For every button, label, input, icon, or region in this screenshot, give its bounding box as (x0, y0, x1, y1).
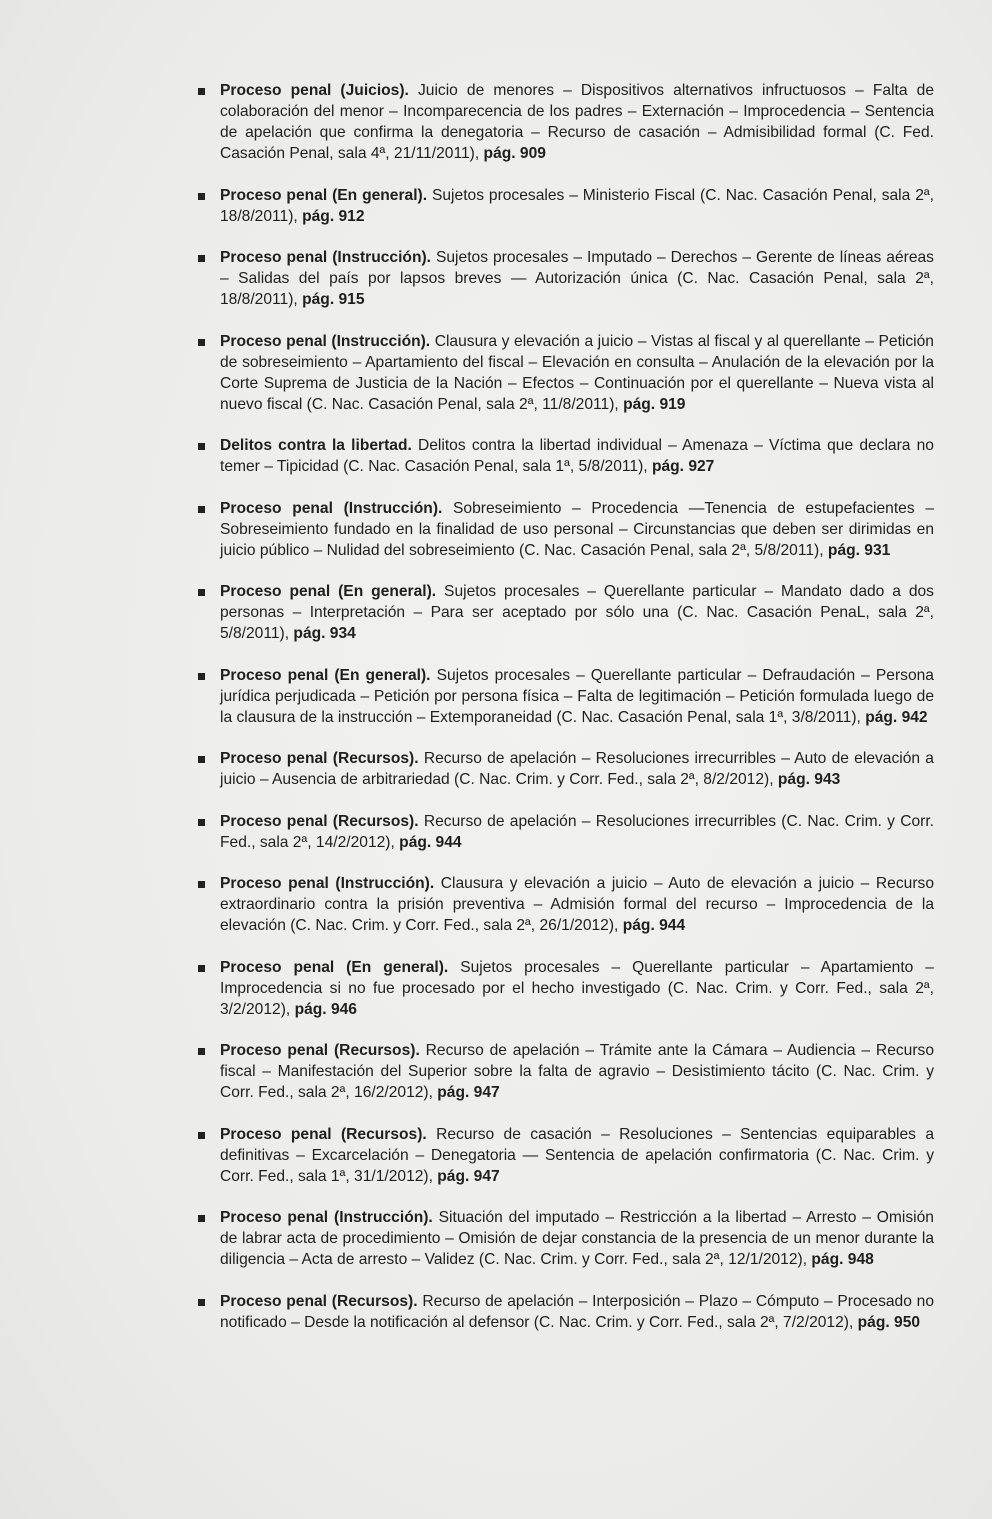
entry-page-ref: pág. 950 (857, 1313, 921, 1331)
entry-page-ref: pág. 909 (483, 145, 546, 162)
square-bullet-icon (198, 1299, 205, 1306)
entry-heading: Proceso penal (Recursos). (220, 1292, 418, 1310)
entry-page-ref: pág. 915 (302, 291, 365, 308)
square-bullet-icon (198, 1132, 205, 1139)
entry-page-ref: pág. 944 (622, 917, 686, 934)
entry-page-ref: pág. 943 (777, 771, 841, 788)
entry-text: Sujetos procesales – Imputado – Derechos – Gerente de líneas aéreas – Salidas del país por lapsos breves — Autorización única (C. Nac. Casación Penal, sala 2ª, 18/8/2011), (220, 249, 934, 308)
entry-text: Clausura y elevación a juicio – Vistas al fiscal y al querellante – Petición de sobreseimiento – Apartamiento del fiscal – Elevación en consulta – Anulación de la elevación por la Corte Suprema de Justicia de la Nación – Efectos – Continuación por el querellante – Nueva vista al nuevo fiscal (C. Nac. Casación Penal, sala 2ª, 11/8/2011), (220, 332, 934, 413)
entry-page-ref: pág. 947 (437, 1084, 500, 1101)
entry-heading: Proceso penal (Juicios). (220, 82, 409, 99)
entry-heading: Proceso penal (Instrucción). (220, 332, 431, 350)
entry-heading: Proceso penal (En general). (220, 186, 428, 204)
entry-heading: Proceso penal (Recursos). (220, 750, 419, 767)
square-bullet-icon (198, 339, 205, 346)
entry-text: Juicio de menores – Dispositivos alternativos infructuosos – Falta de colaboración del menor – Incomparecencia de los padres – Externación – Improcedencia – Sentencia de apelación que confirma la denegatoria – Recurso de casación – Admisibilidad formal (C. Fed. Casación Penal, sala 4ª, 21/11/2011), (220, 82, 934, 162)
entry-page-ref: pág. 948 (811, 1251, 874, 1268)
entry-page-ref: pág. 931 (827, 541, 891, 559)
index-entry (196, 957, 934, 1020)
index-entry (196, 873, 934, 936)
index-entry (196, 247, 934, 310)
index-entry (196, 1207, 934, 1270)
square-bullet-icon (198, 88, 205, 95)
square-bullet-icon (198, 673, 205, 680)
square-bullet-icon (198, 756, 205, 763)
entry-heading: Proceso penal (En general). (220, 666, 431, 684)
entry-text: Recurso de apelación – Interposición – Plazo – Cómputo – Procesado no notificado – Desde la notificación al defensor (C. Nac. Crim. y Corr. Fed., sala 2ª, 7/2/2012), (220, 1292, 934, 1331)
index-entry (196, 331, 934, 415)
square-bullet-icon (198, 965, 205, 972)
entry-heading: Proceso penal (Recursos). (220, 812, 419, 830)
entry-heading: Delitos contra la libertad. (220, 437, 412, 454)
square-bullet-icon (198, 589, 205, 596)
entry-text: Sujetos procesales – Querellante particular – Apartamiento – Improcedencia si no fue procesado por el hecho investigado (C. Nac. Crim. y Corr. Fed., sala 2ª, 3/2/2012), (220, 958, 934, 1018)
entry-text: Recurso de apelación – Resoluciones irrecurribles (C. Nac. Crim. y Corr. Fed., sala 2ª, 14/2/2012), (220, 812, 934, 851)
entry-page-ref: pág. 927 (651, 458, 715, 475)
index-entry (196, 185, 934, 227)
entry-page-ref: pág. 934 (293, 625, 356, 642)
square-bullet-icon (198, 443, 205, 450)
entry-text: Recurso de apelación – Resoluciones irrecurribles – Auto de elevación a juicio – Ausencia de arbitrariedad (C. Nac. Crim. y Corr. Fed., sala 2ª, 8/2/2012), (220, 750, 934, 788)
entry-text: Sujetos procesales – Ministerio Fiscal (C. Nac. Casación Penal, sala 2ª, 18/8/2011), (220, 186, 934, 225)
entry-text: Delitos contra la libertad individual – Amenaza – Víctima que declara no temer – Tipicidad (C. Nac. Casación Penal, sala 1ª, 5/8/2011), (220, 437, 934, 475)
square-bullet-icon (198, 1048, 205, 1055)
entry-text: Sujetos procesales – Querellante particular – Defraudación – Persona jurídica perjudicada – Petición por persona física – Falta de legitimación – Petición formulada luego de la clausura de la instrucción – Extemporaneidad (C. Nac. Casación Penal, sala 1ª, 3/8/2011), (220, 666, 934, 726)
entry-page-ref: pág. 919 (623, 395, 686, 413)
index-entry (196, 811, 934, 853)
entry-text: Recurso de casación – Resoluciones – Sentencias equiparables a definitivas – Excarcelación – Denegatoria — Sentencia de apelación confirmatoria (C. Nac. Crim. y Corr. Fed., sala 1ª, 31/1/2012), (220, 1125, 934, 1185)
square-bullet-icon (198, 255, 205, 262)
index-entry (196, 435, 934, 477)
entry-page-ref: pág. 944 (399, 833, 462, 851)
entry-heading: Proceso penal (En general). (220, 583, 437, 600)
entry-text: Recurso de apelación – Trámite ante la Cámara – Audiencia – Recurso fiscal – Manifestación del Superior sobre la falta de agravio – Desistimiento tácito (C. Nac. Crim. y Corr. Fed., sala 2ª, 16/2/2012), (220, 1042, 934, 1101)
square-bullet-icon (198, 819, 205, 826)
index-entry (196, 80, 934, 164)
index-entry (196, 1040, 934, 1103)
entry-page-ref: pág. 912 (302, 207, 365, 225)
entry-heading: Proceso penal (Instrucción). (220, 875, 435, 892)
entry-heading: Proceso penal (Instrucción). (220, 249, 431, 266)
entry-heading: Proceso penal (Instrucción). (220, 1209, 433, 1226)
entry-heading: Proceso penal (Instrucción). (220, 499, 443, 517)
square-bullet-icon (198, 193, 205, 200)
index-entry (196, 665, 934, 728)
jurisprudence-index-list (196, 80, 934, 1353)
square-bullet-icon (198, 506, 205, 513)
square-bullet-icon (198, 881, 205, 888)
entry-heading: Proceso penal (En general). (220, 958, 449, 976)
index-entry (196, 1291, 934, 1333)
entry-page-ref: pág. 947 (437, 1167, 500, 1185)
index-entry (196, 748, 934, 790)
index-entry (196, 1124, 934, 1187)
entry-heading: Proceso penal (Recursos). (220, 1125, 427, 1143)
entry-page-ref: pág. 942 (865, 708, 928, 726)
entry-text: Sobreseimiento – Procedencia —Tenencia de estupefacientes – Sobreseimiento fundado en la finalidad de uso personal – Circunstancias que deben ser dirimidas en juicio público – Nulidad del sobreseimiento (C. Nac. Casación Penal, sala 2ª, 5/8/2011), (220, 499, 934, 559)
index-entry (196, 498, 934, 561)
square-bullet-icon (198, 1215, 205, 1222)
index-entry (196, 581, 934, 644)
entry-heading: Proceso penal (Recursos). (220, 1042, 420, 1059)
entry-text: Sujetos procesales – Querellante particular – Mandato dado a dos personas – Interpretación – Para ser aceptado por sólo una (C. Nac. Casación PenaL, sala 2ª, 5/8/2011), (220, 583, 934, 642)
entry-text: Situación del imputado – Restricción a la libertad – Arresto – Omisión de labrar acta de procedimiento – Omisión de dejar constancia de la presencia de un menor durante la diligencia – Acta de arresto – Validez (C. Nac. Crim. y Corr. Fed., sala 2ª, 12/1/2012), (220, 1209, 934, 1268)
entry-page-ref: pág. 946 (294, 1000, 357, 1018)
entry-text: Clausura y elevación a juicio – Auto de elevación a juicio – Recurso extraordinario contra la prisión preventiva – Admisión formal del recurso – Improcedencia de la elevación (C. Nac. Crim. y Corr. Fed., sala 2ª, 26/1/2012), (220, 875, 934, 934)
